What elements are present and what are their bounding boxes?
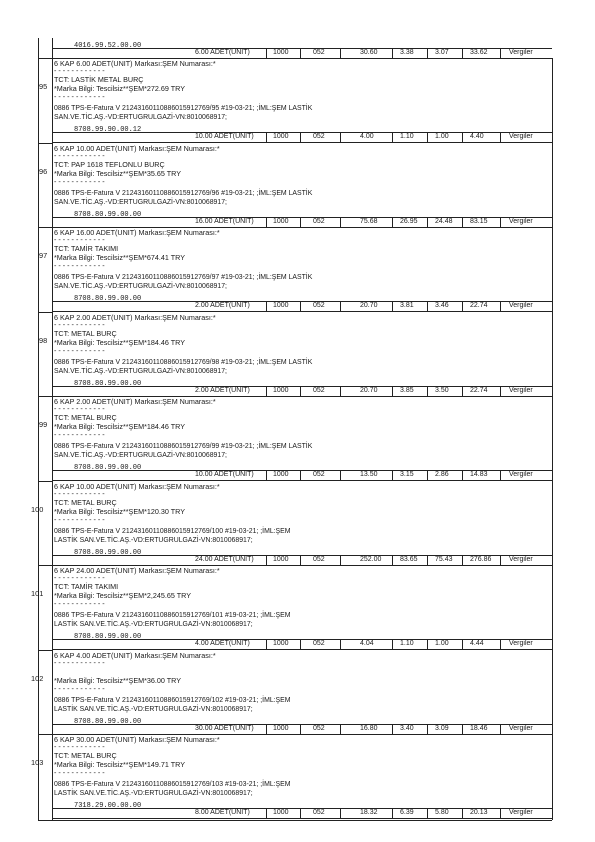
tax-label: Vergiler <box>509 217 533 225</box>
table-border <box>427 217 428 227</box>
brand-info: *Marka Bilgi: Tescilsiz**ŞEM*2,245.65 TRY <box>54 591 192 600</box>
separator-dashes: - - - - - - - - - - - - <box>54 66 105 75</box>
tax-label: Vergiler <box>509 386 533 394</box>
table-border <box>500 301 501 311</box>
item-number: 96 <box>39 166 48 176</box>
quantity: 10.00 ADET(UNIT) <box>195 133 254 140</box>
table-border <box>38 58 52 59</box>
table-border <box>266 808 267 818</box>
table-border <box>266 470 267 480</box>
table-border <box>500 808 501 818</box>
separator-dashes: - - - - - - - - - - - - <box>54 345 105 355</box>
table-border <box>300 217 301 227</box>
invoice-reference: 0886 TPS-E-Fatura V 21243160110886015912769/97 #19-03-21; ;İML:ŞEM LASTİK <box>54 274 313 281</box>
table-border <box>392 555 393 565</box>
table-border <box>340 470 341 480</box>
package-line: 6 KAP 24.00 ADET(UNIT) Markası:ŞEM Numarası:* <box>54 566 220 575</box>
package-line: 6 KAP 10.00 ADET(UNIT) Markası:ŞEM Numarası:* <box>54 143 220 153</box>
duty-amount-1: 1.10 <box>400 133 414 140</box>
table-border <box>300 639 301 649</box>
hs-code: 8708.80.99.00.00 <box>74 717 142 726</box>
invoice-reference: 0886 TPS-E-Fatura V 21243160110886015912769/103 #19-03-21; ;İML:ŞEM <box>54 781 291 788</box>
table-border <box>266 639 267 649</box>
table-border <box>340 132 341 142</box>
unit-code: 1000 <box>273 724 289 732</box>
table-border <box>392 808 393 818</box>
table-border <box>52 820 552 821</box>
table-border <box>300 386 301 396</box>
invoice-reference: 0886 TPS-E-Fatura V 21243160110886015912769/99 #19-03-21; ;İML:ŞEM LASTİK <box>54 443 313 450</box>
table-border <box>266 217 267 227</box>
unit-price: 20.70 <box>360 302 378 309</box>
table-border <box>462 470 463 480</box>
tax-label: Vergiler <box>509 555 533 563</box>
invoice-reference: 0886 TPS-E-Fatura V 21243160110886015912769/100 #19-03-21; ;İML:ŞEM <box>54 527 291 535</box>
table-border <box>427 555 428 565</box>
table-border <box>552 58 553 820</box>
unit-code: 1000 <box>273 555 289 563</box>
invoice-reference: 0886 TPS-E-Fatura V 21243160110886015912769/98 #19-03-21; ;İML:ŞEM LASTİK <box>54 358 313 366</box>
unit-code: 1000 <box>273 302 289 309</box>
hs-code: 4016.99.52.00.00 <box>74 42 142 50</box>
tax-label: Vergiler <box>509 640 533 647</box>
table-border <box>462 555 463 565</box>
unit-code: 1000 <box>273 809 289 816</box>
table-border <box>392 386 393 396</box>
goods-description: TCT: TAMİR TAKIMI <box>54 244 119 253</box>
table-border <box>500 724 501 734</box>
tax-label: Vergiler <box>509 133 533 140</box>
package-line: 6 KAP 30.00 ADET(UNIT) Markası:ŞEM Numarası:* <box>54 735 220 744</box>
duty-amount-2: 1.00 <box>435 640 449 647</box>
package-line: 6 KAP 16.00 ADET(UNIT) Markası:ŞEM Numarası:* <box>54 228 220 237</box>
table-border <box>300 555 301 565</box>
table-border <box>266 132 267 142</box>
hs-code: 8708.80.99.00.00 <box>74 379 142 388</box>
tax-rate-code: 052 <box>313 555 325 563</box>
table-border <box>340 217 341 227</box>
tax-rate-code: 052 <box>313 302 325 309</box>
table-border <box>462 386 463 396</box>
separator-dashes: - - - - - - - - - - - - <box>54 150 105 160</box>
hs-code: 7318.29.00.00.00 <box>74 802 142 810</box>
tax-label: Vergiler <box>509 724 533 732</box>
duty-amount-2: 3.50 <box>435 386 449 394</box>
table-border <box>266 555 267 565</box>
duty-amount-1: 3.81 <box>400 302 414 309</box>
tax-label: Vergiler <box>509 302 533 309</box>
unit-price: 30.60 <box>360 49 378 56</box>
manufacturer-info: LASTİK SAN.VE.TİC.AŞ.-VD:ERTUGRULGAZİ-VN:8010068917; <box>54 621 253 628</box>
manufacturer-info: SAN.VE.TİC.AŞ.-VD:ERTUGRULGAZİ-VN:8010068917; <box>54 452 227 459</box>
manufacturer-info: SAN.VE.TİC.AŞ.-VD:ERTUGRULGAZİ-VN:8010068917; <box>54 283 227 290</box>
table-border <box>427 470 428 480</box>
table-border <box>500 217 501 227</box>
table-border <box>340 724 341 734</box>
table-border <box>340 555 341 565</box>
manufacturer-info: LASTİK SAN.VE.TİC.AŞ.-VD:ERTUGRULGAZİ-VN:8010068917; <box>54 536 253 544</box>
tax-rate-code: 052 <box>313 471 325 478</box>
table-border <box>500 48 501 58</box>
table-border <box>427 132 428 142</box>
separator-dashes: - - - - - - - - - - - - <box>54 235 105 244</box>
separator-dashes: - - - - - - - - - - - - <box>54 92 105 101</box>
tax-rate-code: 052 <box>313 49 325 56</box>
separator-dashes: - - - - - - - - - - - - <box>54 573 105 582</box>
separator-dashes: - - - - - - - - - - - - <box>54 768 105 777</box>
duty-amount-1: 3.38 <box>400 49 414 56</box>
duty-amount-1: 3.15 <box>400 471 414 478</box>
tax-rate-code: 052 <box>313 809 325 816</box>
separator-dashes: - - - - - - - - - - - - <box>54 404 105 413</box>
unit-price: 13.50 <box>360 471 378 478</box>
tax-label: Vergiler <box>509 49 533 56</box>
table-border <box>462 639 463 649</box>
table-border <box>38 227 52 228</box>
item-number: 95 <box>39 82 48 91</box>
duty-amount-1: 26.95 <box>400 217 418 225</box>
brand-info: *Marka Bilgi: Tescilsiz**ŞEM*35.65 TRY <box>54 168 182 178</box>
table-border <box>500 132 501 142</box>
quantity: 24.00 ADET(UNIT) <box>195 555 254 563</box>
unit-code: 1000 <box>273 471 289 478</box>
item-number: 98 <box>39 335 48 345</box>
duty-amount-2: 2.86 <box>435 471 449 478</box>
manufacturer-info: LASTİK SAN.VE.TİC.AŞ.-VD:ERTUGRULGAZİ-VN:8010068917; <box>54 790 253 797</box>
duty-amount-2: 5.80 <box>435 809 449 816</box>
tax-rate-code: 052 <box>313 133 325 140</box>
line-total: 4.44 <box>470 640 484 647</box>
line-total: 20.13 <box>470 809 488 816</box>
duty-amount-1: 83.65 <box>400 555 418 563</box>
separator-dashes: - - - - - - - - - - - - <box>54 430 105 439</box>
line-total: 33.62 <box>470 49 488 56</box>
table-border <box>38 820 52 821</box>
quantity: 2.00 ADET(UNIT) <box>195 386 250 394</box>
brand-info: *Marka Bilgi: Tescilsiz**ŞEM*120.30 TRY <box>54 506 186 516</box>
duty-amount-2: 75.43 <box>435 555 453 563</box>
unit-price: 75.68 <box>360 217 378 225</box>
table-border <box>462 48 463 58</box>
brand-info: *Marka Bilgi: Tescilsiz**ŞEM*184.46 TRY <box>54 422 186 431</box>
table-border <box>392 724 393 734</box>
table-border <box>340 639 341 649</box>
item-number: 100 <box>31 504 44 514</box>
separator-dashes: - - - - - - - - - - - - <box>54 261 105 270</box>
unit-price: 252.00 <box>360 555 382 563</box>
duty-amount-1: 3.85 <box>400 386 414 394</box>
hs-code: 8708.99.90.00.12 <box>74 126 142 134</box>
tax-rate-code: 052 <box>313 386 325 394</box>
invoice-reference: 0886 TPS-E-Fatura V 21243160110886015912769/96 #19-03-21; ;İML:ŞEM LASTİK <box>54 189 313 197</box>
line-total: 18.46 <box>470 724 488 732</box>
package-line: 6 KAP 2.00 ADET(UNIT) Markası:ŞEM Numarası:* <box>54 397 216 406</box>
separator-dashes: - - - - - - - - - - - - <box>54 514 105 524</box>
duty-amount-2: 3.46 <box>435 302 449 309</box>
manufacturer-info: SAN.VE.TİC.AŞ.-VD:ERTUGRULGAZİ-VN:8010068917; <box>54 367 227 375</box>
item-number: 103 <box>31 758 44 767</box>
tax-rate-code: 052 <box>313 217 325 225</box>
duty-amount-1: 6.39 <box>400 809 414 816</box>
line-total: 22.74 <box>470 302 488 309</box>
tax-rate-code: 052 <box>313 724 325 732</box>
goods-description: TCT: PAP 1618 TEFLONLU BURÇ <box>54 159 165 169</box>
table-border <box>52 38 53 820</box>
unit-price: 4.00 <box>360 133 374 140</box>
duty-amount-2: 24.48 <box>435 217 453 225</box>
table-border <box>392 217 393 227</box>
hs-code: 8708.80.99.00.00 <box>74 633 142 641</box>
package-line: 6 KAP 6.00 ADET(UNIT) Markası:ŞEM Numarası:* <box>54 59 216 68</box>
quantity: 6.00 ADET(UNIT) <box>195 49 250 56</box>
table-border <box>462 808 463 818</box>
table-border <box>38 565 52 566</box>
table-border <box>500 470 501 480</box>
package-line: 6 KAP 10.00 ADET(UNIT) Markası:ŞEM Numarası:* <box>54 481 220 491</box>
brand-info: *Marka Bilgi: Tescilsiz**ŞEM*36.00 TRY <box>54 675 182 685</box>
separator-dashes: - - - - - - - - - - - - <box>54 488 105 498</box>
manufacturer-info: SAN.VE.TİC.AŞ.-VD:ERTUGRULGAZİ-VN:8010068917; <box>54 198 227 206</box>
table-border <box>38 143 52 144</box>
manufacturer-info: SAN.VE.TİC.AŞ.-VD:ERTUGRULGAZİ-VN:8010068917; <box>54 114 227 121</box>
table-border <box>500 639 501 649</box>
goods-description: TCT: LASTİK METAL BURÇ <box>54 75 144 84</box>
item-number: 101 <box>31 589 44 598</box>
table-border <box>392 639 393 649</box>
duty-amount-2: 3.07 <box>435 49 449 56</box>
duty-amount-1: 1.10 <box>400 640 414 647</box>
table-border <box>500 555 501 565</box>
table-border <box>427 808 428 818</box>
separator-dashes: - - - - - - - - - - - - <box>54 176 105 186</box>
package-line: 6 KAP 4.00 ADET(UNIT) Markası:ŞEM Numarası:* <box>54 650 216 660</box>
line-total: 4.40 <box>470 133 484 140</box>
table-border <box>427 386 428 396</box>
table-border <box>266 386 267 396</box>
table-border <box>392 132 393 142</box>
table-border <box>38 481 52 482</box>
table-border <box>462 132 463 142</box>
package-line: 6 KAP 2.00 ADET(UNIT) Markası:ŞEM Numarası:* <box>54 312 216 322</box>
unit-price: 16.80 <box>360 724 378 732</box>
separator-dashes: - - - - - - - - - - - - <box>54 319 105 329</box>
brand-info: *Marka Bilgi: Tescilsiz**ŞEM*184.46 TRY <box>54 337 186 347</box>
table-border <box>500 386 501 396</box>
unit-code: 1000 <box>273 217 289 225</box>
table-border <box>38 396 52 397</box>
separator-dashes: - - - - - - - - - - - - <box>54 599 105 608</box>
table-border <box>52 818 552 819</box>
quantity: 16.00 ADET(UNIT) <box>195 217 254 225</box>
invoice-reference: 0886 TPS-E-Fatura V 21243160110886015912769/95 #19-03-21; ;İML:ŞEM LASTİK <box>54 105 313 112</box>
line-total: 14.83 <box>470 471 488 478</box>
table-border <box>300 132 301 142</box>
quantity: 4.00 ADET(UNIT) <box>195 640 250 647</box>
goods-description: TCT: TAMİR TAKIMI <box>54 582 119 591</box>
hs-code: 8708.80.99.00.00 <box>74 464 142 472</box>
goods-description: TCT: METAL BURÇ <box>54 328 117 338</box>
unit-code: 1000 <box>273 386 289 394</box>
table-border <box>266 724 267 734</box>
tax-rate-code: 052 <box>313 640 325 647</box>
table-border <box>427 301 428 311</box>
brand-info: *Marka Bilgi: Tescilsiz**ŞEM*674.41 TRY <box>54 253 186 262</box>
brand-info: *Marka Bilgi: Tescilsiz**ŞEM*149.71 TRY <box>54 760 186 769</box>
duty-amount-1: 3.40 <box>400 724 414 732</box>
duty-amount-2: 1.00 <box>435 133 449 140</box>
table-border <box>462 724 463 734</box>
table-border <box>300 301 301 311</box>
table-border <box>340 386 341 396</box>
line-total: 83.15 <box>470 217 488 225</box>
table-border <box>340 301 341 311</box>
quantity: 8.00 ADET(UNIT) <box>195 809 250 816</box>
goods-description: TCT: METAL BURÇ <box>54 413 117 422</box>
unit-code: 1000 <box>273 640 289 647</box>
table-border <box>266 48 267 58</box>
table-border <box>392 470 393 480</box>
item-number: 97 <box>39 251 48 260</box>
item-number: 99 <box>39 420 48 429</box>
tax-label: Vergiler <box>509 809 533 816</box>
table-border <box>300 724 301 734</box>
tax-label: Vergiler <box>509 471 533 478</box>
hs-code: 8708.80.99.00.00 <box>74 295 142 303</box>
line-total: 22.74 <box>470 386 488 394</box>
manufacturer-info: LASTİK SAN.VE.TİC.AŞ.-VD:ERTUGRULGAZİ-VN:8010068917; <box>54 705 253 713</box>
item-number: 102 <box>31 673 44 683</box>
table-border <box>300 48 301 58</box>
unit-price: 4.04 <box>360 640 374 647</box>
invoice-reference: 0886 TPS-E-Fatura V 21243160110886015912769/102 #19-03-21; ;İML:ŞEM <box>54 696 291 704</box>
quantity: 30.00 ADET(UNIT) <box>195 724 254 732</box>
duty-amount-2: 3.09 <box>435 724 449 732</box>
table-border <box>300 808 301 818</box>
separator-dashes: - - - - - - - - - - - - <box>54 683 105 693</box>
table-border <box>300 470 301 480</box>
unit-price: 18.32 <box>360 809 378 816</box>
quantity: 10.00 ADET(UNIT) <box>195 471 254 478</box>
separator-dashes: - - - - - - - - - - - - <box>54 657 105 667</box>
invoice-reference: 0886 TPS-E-Fatura V 21243160110886015912769/101 #19-03-21; ;İML:ŞEM <box>54 612 291 619</box>
table-border <box>340 808 341 818</box>
table-border <box>340 48 341 58</box>
line-total: 276.86 <box>470 555 492 563</box>
table-border <box>427 48 428 58</box>
goods-description: TCT: METAL BURÇ <box>54 751 117 760</box>
table-border <box>266 301 267 311</box>
table-border <box>38 38 39 820</box>
unit-code: 1000 <box>273 49 289 56</box>
unit-code: 1000 <box>273 133 289 140</box>
unit-price: 20.70 <box>360 386 378 394</box>
hs-code: 8708.80.99.00.00 <box>74 210 142 219</box>
hs-code: 8708.80.99.00.00 <box>74 548 142 557</box>
table-border <box>38 650 52 651</box>
brand-info: *Marka Bilgi: Tescilsiz**ŞEM*272.69 TRY <box>54 84 186 93</box>
table-border <box>392 48 393 58</box>
table-border <box>462 301 463 311</box>
goods-description: TCT: METAL BURÇ <box>54 497 117 507</box>
table-border <box>392 301 393 311</box>
table-border <box>462 217 463 227</box>
table-border <box>38 734 52 735</box>
table-border <box>427 724 428 734</box>
separator-dashes: - - - - - - - - - - - - <box>54 742 105 751</box>
table-border <box>427 639 428 649</box>
quantity: 2.00 ADET(UNIT) <box>195 302 250 309</box>
table-border <box>38 312 52 313</box>
